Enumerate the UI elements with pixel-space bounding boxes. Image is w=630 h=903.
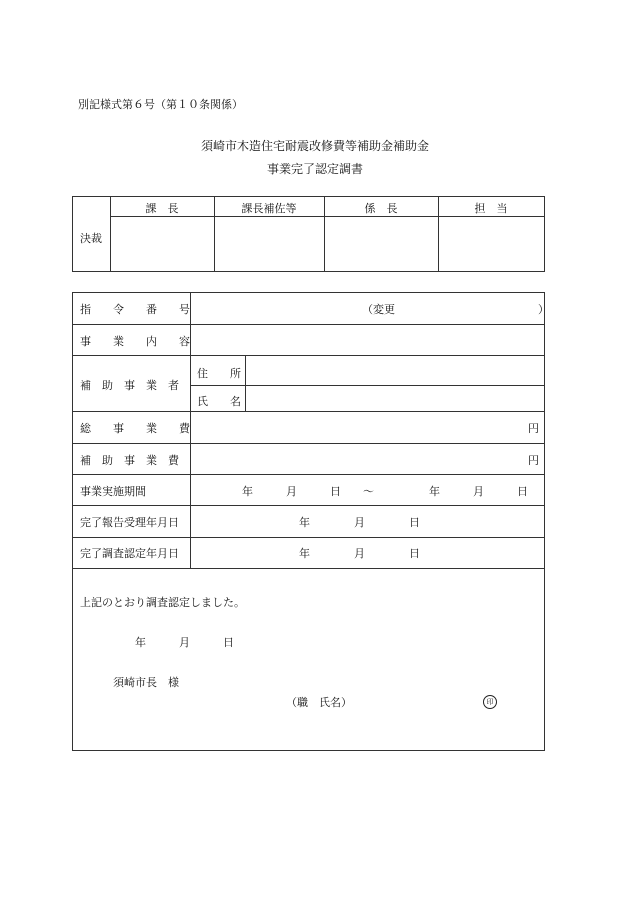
project-period-label: 事業実施期間 [80,485,146,498]
approval-header-assistant-chief: 課長補佐等 [241,202,297,215]
total-cost-field[interactable] [191,412,521,442]
certification-date[interactable]: 年 月 日 [135,636,234,649]
subsidy-cost-label: 補 助 事 業 費 [80,454,179,467]
total-cost-unit: 円 [528,422,539,435]
report-received-date-label: 完了報告受理年月日 [80,516,179,529]
inspection-date-value[interactable]: 年 月 日 [299,547,420,560]
approval-header-person-in-charge: 担 当 [474,202,508,215]
project-content-field[interactable] [191,325,544,355]
approval-header-subsection-chief: 係 長 [364,202,398,215]
report-received-date-value[interactable]: 年 月 日 [299,516,420,529]
grantee-address-label: 住 所 [197,367,241,380]
document-title: 須崎市木造住宅耐震改修費等補助金補助金 [200,139,429,153]
signer-title-name-label: （職 氏名） [286,696,352,709]
approval-stamp-cell-person-in-charge[interactable] [439,217,544,271]
approval-header-section-chief: 課 長 [145,202,179,215]
approval-row-label: 決裁 [80,232,102,245]
approval-stamp-cell-section-chief[interactable] [111,217,214,271]
grantee-address-field[interactable] [246,356,544,385]
subsidy-cost-field[interactable] [191,444,521,474]
project-period-value[interactable]: 年 月 日 ～ 年 月 日 [242,485,528,498]
inspection-date-label: 完了調査認定年月日 [80,547,179,560]
document-subtitle: 事業完了認定調書 [266,162,363,176]
form-identifier: 別記様式第６号（第１０条関係） [78,98,243,111]
certification-addressee: 須崎市長 様 [113,676,179,689]
seal-icon: 印 [483,694,497,709]
certification-statement: 上記のとおり調査認定しました。 [80,596,245,609]
total-cost-label: 総 事 業 費 [80,422,190,435]
approval-stamp-cell-subsection-chief[interactable] [325,217,438,271]
grantee-name-label: 氏 名 [197,395,241,408]
project-content-label: 事 業 内 容 [80,335,190,348]
grantee-label: 補 助 事 業 者 [80,379,179,392]
designation-number-label: 指 令 番 号 [80,303,190,316]
designation-number-value[interactable]: （変更 ） [362,303,549,316]
grantee-name-field[interactable] [246,386,544,411]
subsidy-cost-unit: 円 [528,454,539,467]
approval-stamp-cell-assistant-chief[interactable] [215,217,324,271]
